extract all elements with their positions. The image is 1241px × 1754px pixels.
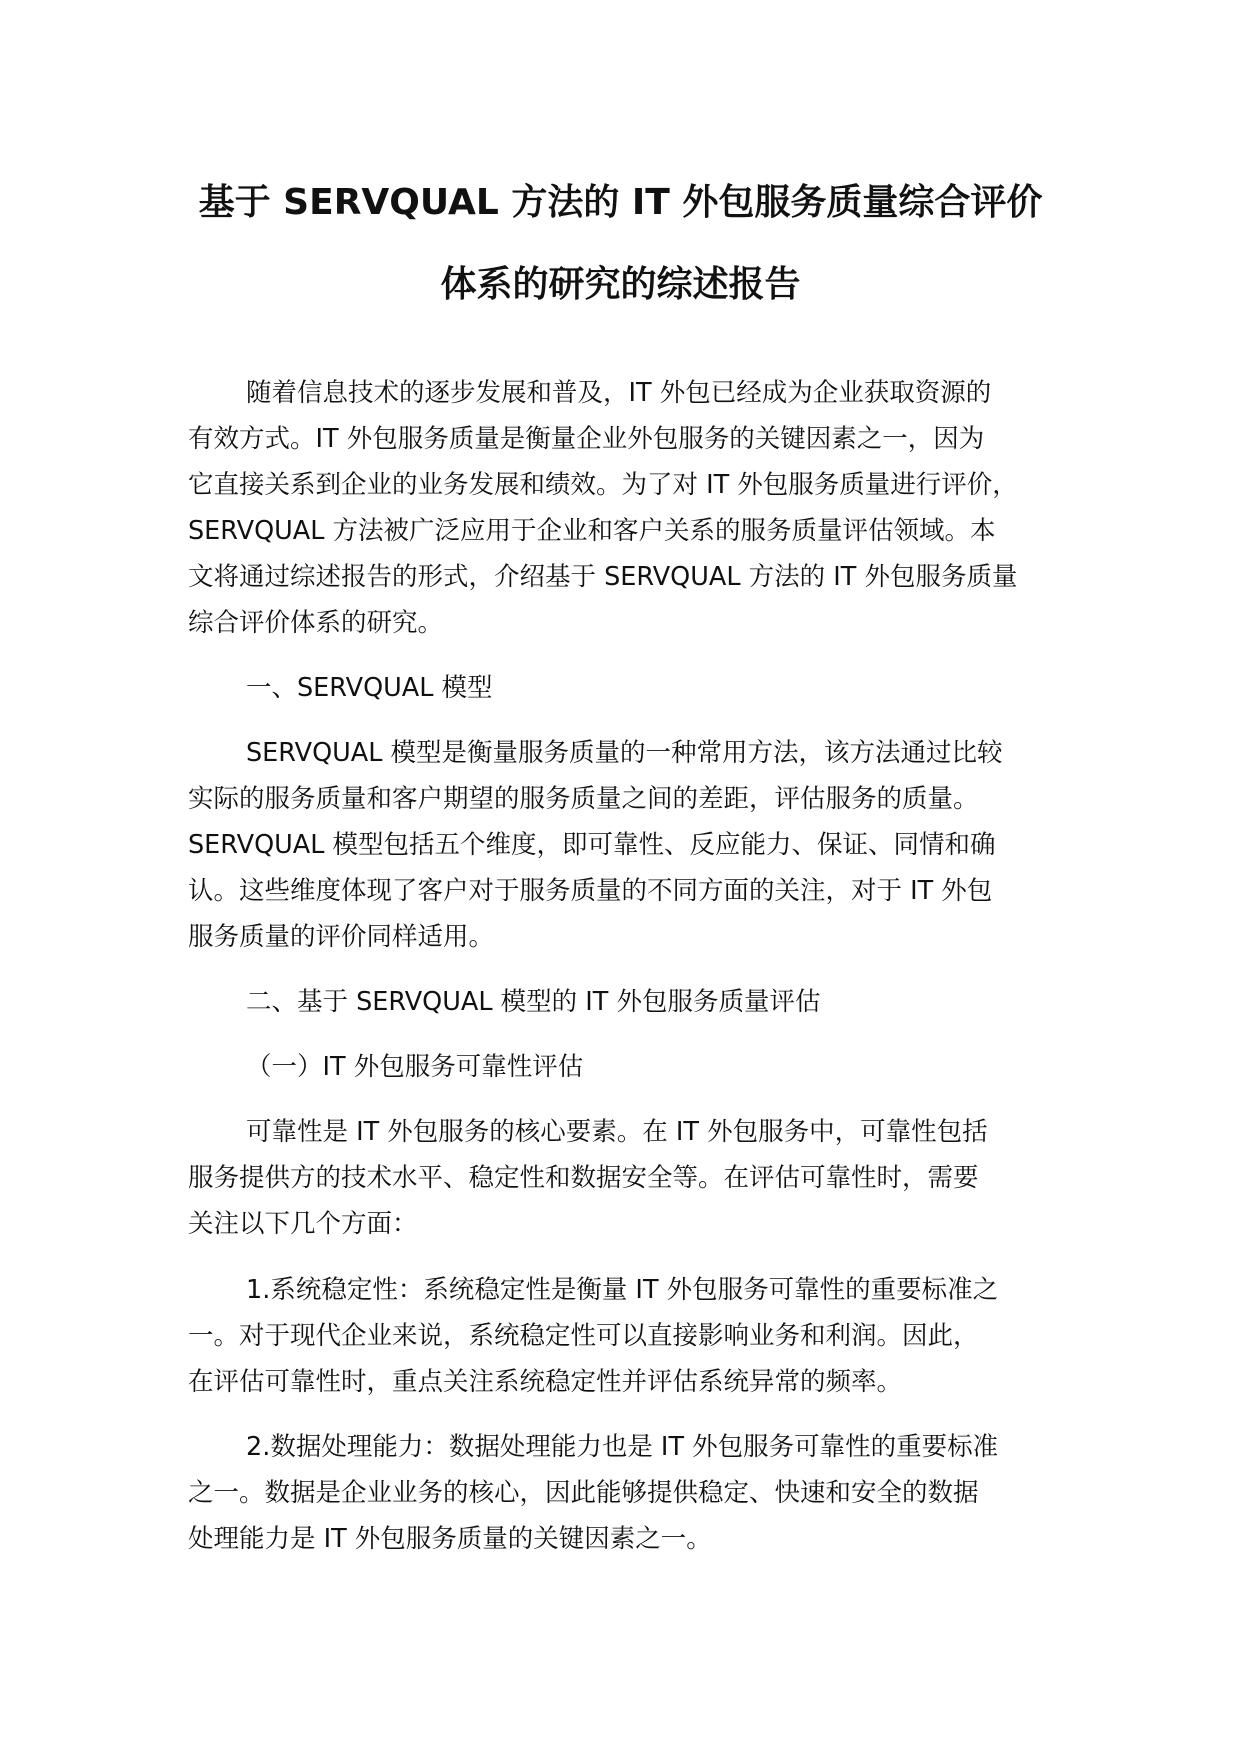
paragraph-line: 它直接关系到企业的业务发展和绩效。为了对 IT 外包服务质量进行评价， — [188, 470, 1018, 500]
paragraph-line: 随着信息技术的逐步发展和普及，IT 外包已经成为企业获取资源的 — [246, 378, 992, 408]
list-item-line: 之一。数据是企业业务的核心，因此能够提供稳定、快速和安全的数据 — [188, 1478, 979, 1508]
paragraph-line: SERVQUAL 模型包括五个维度，即可靠性、反应能力、保证、同情和确 — [188, 830, 996, 860]
list-item-line: 在评估可靠性时，重点关注系统稳定性并评估系统异常的频率。 — [188, 1367, 903, 1397]
subsection-heading: （一）IT 外包服务可靠性评估 — [246, 1052, 584, 1082]
paragraph-line: 综合评价体系的研究。 — [188, 608, 444, 638]
paragraph-line: SERVQUAL 方法被广泛应用于企业和客户关系的服务质量评估领域。本 — [188, 516, 996, 546]
paragraph-line: 有效方式。IT 外包服务质量是衡量企业外包服务的关键因素之一，因为 — [188, 424, 985, 454]
paragraph-line: 关注以下几个方面： — [188, 1209, 418, 1239]
list-item-line: 1.系统稳定性：系统稳定性是衡量 IT 外包服务可靠性的重要标准之 — [246, 1275, 999, 1305]
paragraph-line: 文将通过综述报告的形式，介绍基于 SERVQUAL 方法的 IT 外包服务质量 — [188, 562, 1018, 592]
document-title-line-2: 体系的研究的综述报告 — [440, 264, 801, 305]
document-title-line-1: 基于 SERVQUAL 方法的 IT 外包服务质量综合评价 — [198, 182, 1043, 223]
section-heading: 一、SERVQUAL 模型 — [246, 673, 493, 703]
list-item-line: 2.数据处理能力：数据处理能力也是 IT 外包服务可靠性的重要标准 — [246, 1432, 999, 1462]
paragraph-line: 服务提供方的技术水平、稳定性和数据安全等。在评估可靠性时，需要 — [188, 1163, 979, 1193]
section-heading: 二、基于 SERVQUAL 模型的 IT 外包服务质量评估 — [246, 987, 821, 1017]
paragraph-line: 实际的服务质量和客户期望的服务质量之间的差距，评估服务的质量。 — [188, 784, 979, 814]
paragraph-line: 可靠性是 IT 外包服务的核心要素。在 IT 外包服务中，可靠性包括 — [246, 1117, 988, 1147]
paragraph-line: SERVQUAL 模型是衡量服务质量的一种常用方法，该方法通过比较 — [246, 738, 1003, 768]
paragraph-line: 服务质量的评价同样适用。 — [188, 922, 495, 952]
paragraph-line: 认。这些维度体现了客户对于服务质量的不同方面的关注，对于 IT 外包 — [188, 876, 993, 906]
list-item-line: 一。对于现代企业来说，系统稳定性可以直接影响业务和利润。因此， — [188, 1321, 979, 1351]
list-item-line: 处理能力是 IT 外包服务质量的关键因素之一。 — [188, 1524, 712, 1554]
